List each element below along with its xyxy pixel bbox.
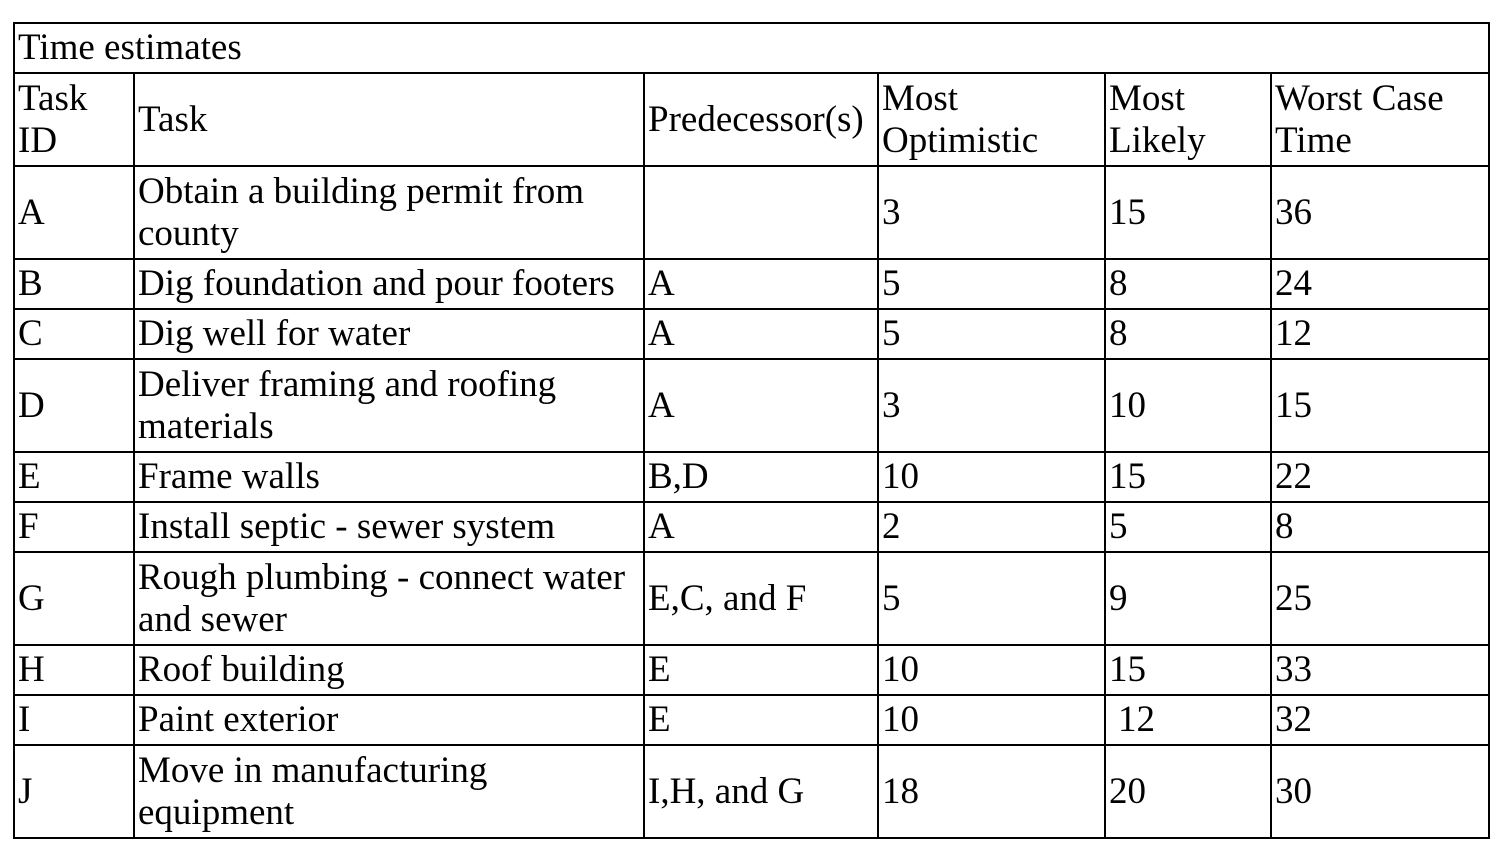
cell-most-optimistic: 10 bbox=[878, 695, 1105, 745]
cell-most-likely: 10 bbox=[1105, 359, 1271, 452]
table-row bbox=[14, 745, 1489, 838]
cell-most-optimistic: 10 bbox=[878, 645, 1105, 695]
cell-predecessors: E bbox=[644, 645, 878, 695]
cell-task: Dig foundation and pour footers bbox=[134, 259, 644, 309]
cell-task-id: G bbox=[14, 552, 134, 645]
cell-worst-case: 24 bbox=[1271, 259, 1489, 309]
cell-worst-case: 15 bbox=[1271, 359, 1489, 452]
header-predecessors: Predecessor(s) bbox=[644, 73, 878, 166]
cell-task-id: E bbox=[14, 452, 134, 502]
cell-most-optimistic: 3 bbox=[878, 359, 1105, 452]
cell-worst-case: 30 bbox=[1271, 745, 1489, 838]
header-task-id: Task ID bbox=[14, 73, 134, 166]
header-worst-case: Worst Case Time bbox=[1271, 73, 1489, 166]
cell-worst-case: 36 bbox=[1271, 166, 1489, 259]
cell-task: Roof building bbox=[134, 645, 644, 695]
cell-predecessors: E bbox=[644, 695, 878, 745]
cell-task: Obtain a building permit from county bbox=[134, 166, 644, 259]
table-row bbox=[14, 452, 1489, 502]
cell-task-id: D bbox=[14, 359, 134, 452]
cell-predecessors: I,H, and G bbox=[644, 745, 878, 838]
table-row bbox=[14, 359, 1489, 452]
cell-most-likely: 15 bbox=[1105, 166, 1271, 259]
cell-task: Dig well for water bbox=[134, 309, 644, 359]
time-estimates-table bbox=[13, 22, 1490, 839]
cell-most-optimistic: 5 bbox=[878, 309, 1105, 359]
cell-most-optimistic: 3 bbox=[878, 166, 1105, 259]
cell-task: Paint exterior bbox=[134, 695, 644, 745]
cell-task-id: H bbox=[14, 645, 134, 695]
table-row bbox=[14, 259, 1489, 309]
cell-task-id: C bbox=[14, 309, 134, 359]
table-caption: Time estimates bbox=[14, 23, 1489, 73]
cell-worst-case: 8 bbox=[1271, 502, 1489, 552]
cell-most-likely: 8 bbox=[1105, 309, 1271, 359]
cell-most-likely: 8 bbox=[1105, 259, 1271, 309]
table-header-row bbox=[14, 73, 1489, 166]
cell-task: Move in manufacturing equipment bbox=[134, 745, 644, 838]
table-row bbox=[14, 695, 1489, 745]
table-row bbox=[14, 552, 1489, 645]
cell-worst-case: 12 bbox=[1271, 309, 1489, 359]
table-caption-row bbox=[14, 23, 1489, 73]
cell-most-likely: 9 bbox=[1105, 552, 1271, 645]
cell-most-likely: 20 bbox=[1105, 745, 1271, 838]
cell-most-optimistic: 5 bbox=[878, 552, 1105, 645]
cell-predecessors: A bbox=[644, 309, 878, 359]
header-most-optimistic: Most Optimistic bbox=[878, 73, 1105, 166]
cell-task: Install septic - sewer system bbox=[134, 502, 644, 552]
cell-most-likely: 5 bbox=[1105, 502, 1271, 552]
cell-worst-case: 32 bbox=[1271, 695, 1489, 745]
cell-predecessors bbox=[644, 166, 878, 259]
cell-most-optimistic: 10 bbox=[878, 452, 1105, 502]
cell-worst-case: 33 bbox=[1271, 645, 1489, 695]
cell-task: Deliver framing and roofing materials bbox=[134, 359, 644, 452]
cell-predecessors: A bbox=[644, 259, 878, 309]
table-row bbox=[14, 502, 1489, 552]
cell-predecessors: E,C, and F bbox=[644, 552, 878, 645]
cell-task-id: J bbox=[14, 745, 134, 838]
cell-worst-case: 25 bbox=[1271, 552, 1489, 645]
cell-most-optimistic: 18 bbox=[878, 745, 1105, 838]
cell-predecessors: A bbox=[644, 359, 878, 452]
cell-most-likely: 12 bbox=[1105, 695, 1271, 745]
cell-task-id: I bbox=[14, 695, 134, 745]
cell-most-likely: 15 bbox=[1105, 452, 1271, 502]
header-most-likely: Most Likely bbox=[1105, 73, 1271, 166]
table-row bbox=[14, 645, 1489, 695]
table-row bbox=[14, 309, 1489, 359]
cell-predecessors: B,D bbox=[644, 452, 878, 502]
cell-task: Frame walls bbox=[134, 452, 644, 502]
header-task: Task bbox=[134, 73, 644, 166]
cell-most-likely: 15 bbox=[1105, 645, 1271, 695]
cell-task-id: A bbox=[14, 166, 134, 259]
cell-most-optimistic: 2 bbox=[878, 502, 1105, 552]
cell-task-id: F bbox=[14, 502, 134, 552]
cell-worst-case: 22 bbox=[1271, 452, 1489, 502]
cell-task-id: B bbox=[14, 259, 134, 309]
cell-most-optimistic: 5 bbox=[878, 259, 1105, 309]
table-row bbox=[14, 166, 1489, 259]
cell-predecessors: A bbox=[644, 502, 878, 552]
cell-task: Rough plumbing - connect water and sewer bbox=[134, 552, 644, 645]
